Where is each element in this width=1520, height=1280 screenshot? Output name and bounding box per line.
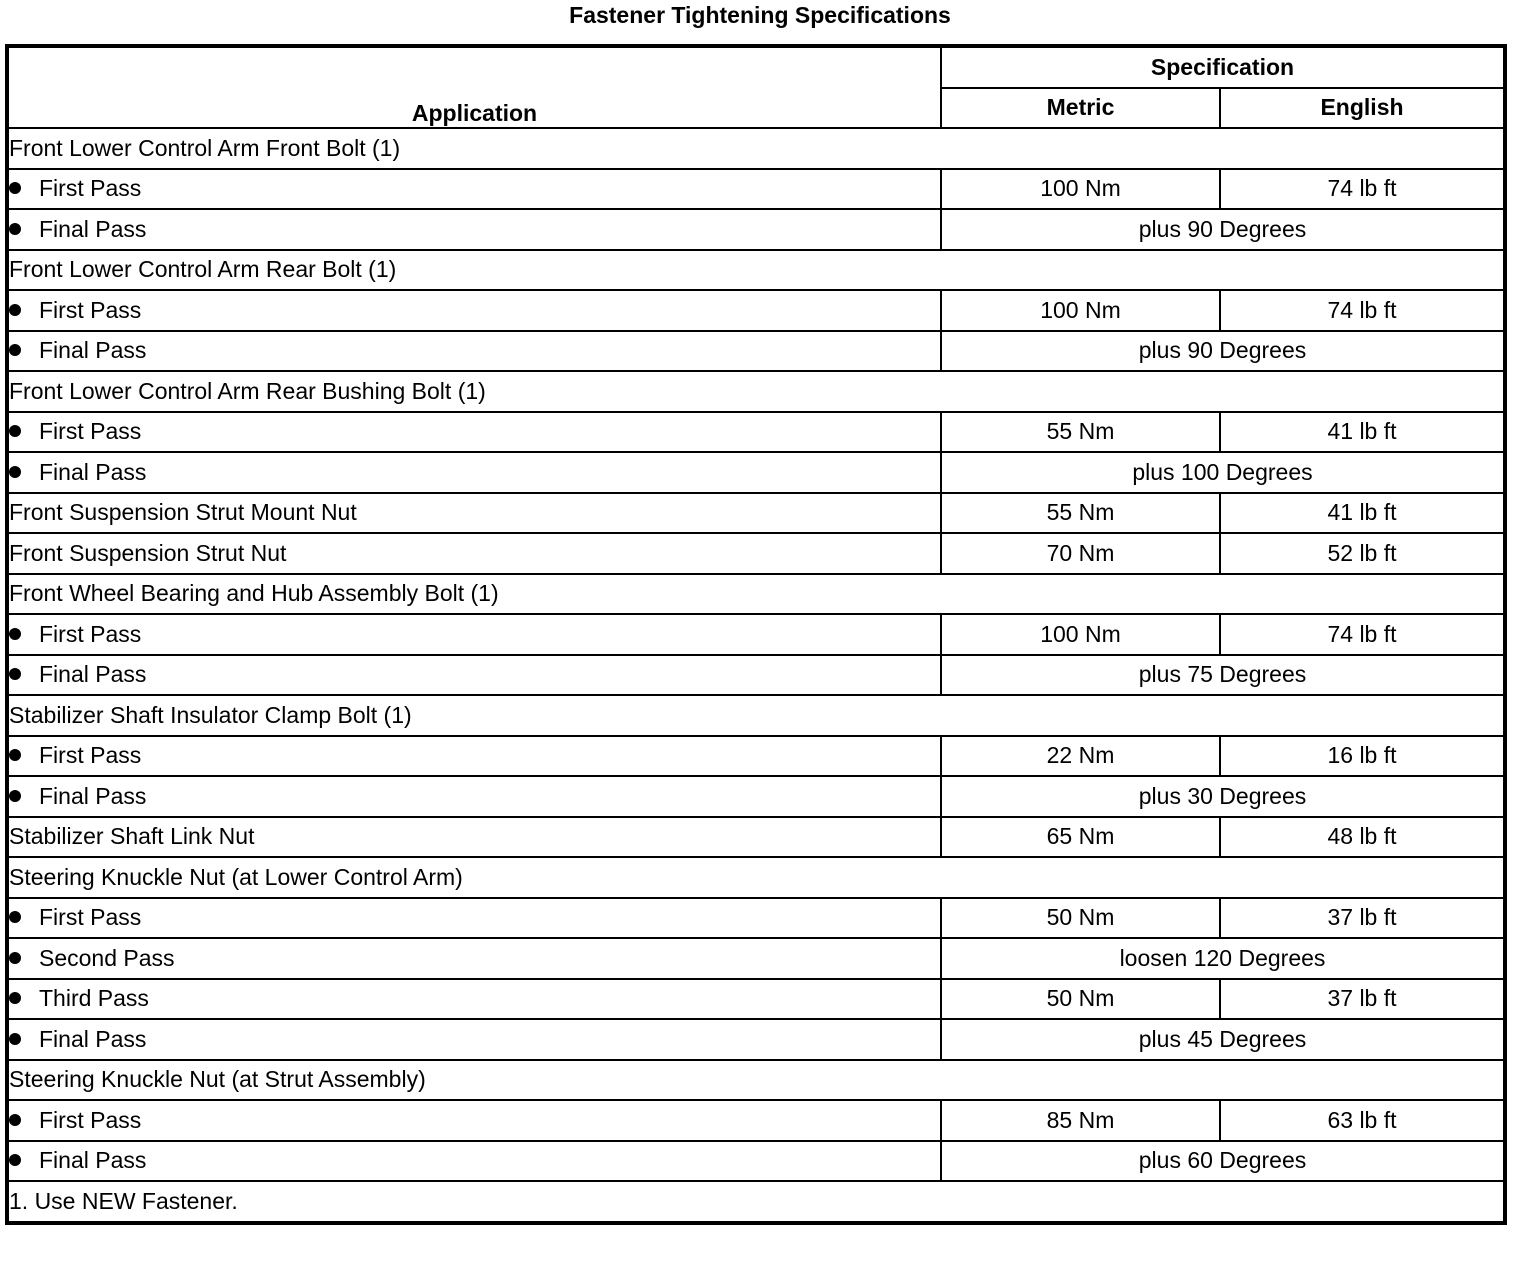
- bullet-icon: [9, 911, 21, 923]
- pass-label: Final Pass: [39, 458, 147, 485]
- pass-cell: [7, 1019, 941, 1060]
- bullet-icon: [9, 1154, 21, 1166]
- metric-value: 100 Nm: [941, 290, 1220, 331]
- metric-value: 65 Nm: [941, 817, 1220, 858]
- pass-cell: [7, 331, 941, 372]
- bullet-icon: [9, 425, 21, 437]
- metric-value: 70 Nm: [941, 533, 1220, 574]
- combined-value: plus 90 Degrees: [941, 209, 1505, 250]
- combined-value: loosen 120 Degrees: [941, 938, 1505, 979]
- bullet-icon: [9, 1114, 21, 1126]
- combined-value: plus 90 Degrees: [941, 331, 1505, 372]
- pass-label: Final Pass: [39, 1147, 147, 1174]
- pass-label: Final Pass: [39, 215, 147, 242]
- table-row: [7, 776, 1505, 817]
- table-row: [7, 331, 1505, 372]
- group-label: Front Lower Control Arm Front Bolt (1): [7, 128, 1505, 169]
- pass-label: Final Pass: [39, 1025, 147, 1052]
- bullet-icon: [9, 466, 21, 478]
- header-row-top: [7, 46, 1505, 88]
- fastener-spec-table: [5, 44, 1507, 1225]
- english-value: 37 lb ft: [1220, 979, 1505, 1020]
- metric-value: 100 Nm: [941, 169, 1220, 210]
- item-label: Front Suspension Strut Mount Nut: [7, 493, 941, 534]
- bullet-icon: [9, 182, 21, 194]
- metric-value: 100 Nm: [941, 614, 1220, 655]
- table-row: [7, 1060, 1505, 1101]
- pass-cell: [7, 776, 941, 817]
- english-value: 74 lb ft: [1220, 290, 1505, 331]
- table-row: [7, 574, 1505, 615]
- bullet-icon: [9, 1033, 21, 1045]
- table-body: [7, 128, 1505, 1181]
- pass-cell: [7, 898, 941, 939]
- group-label: Front Lower Control Arm Rear Bushing Bolt (1): [7, 371, 1505, 412]
- pass-label: Final Pass: [39, 661, 147, 688]
- metric-value: 22 Nm: [941, 736, 1220, 777]
- bullet-icon: [9, 992, 21, 1004]
- english-value: 37 lb ft: [1220, 898, 1505, 939]
- combined-value: plus 100 Degrees: [941, 452, 1505, 493]
- pass-cell: [7, 1141, 941, 1182]
- table-row: [7, 695, 1505, 736]
- english-value: 48 lb ft: [1220, 817, 1505, 858]
- combined-value: plus 30 Degrees: [941, 776, 1505, 817]
- metric-value: 85 Nm: [941, 1100, 1220, 1141]
- group-label: Front Wheel Bearing and Hub Assembly Bolt (1): [7, 574, 1505, 615]
- group-label: Stabilizer Shaft Insulator Clamp Bolt (1): [7, 695, 1505, 736]
- combined-value: plus 45 Degrees: [941, 1019, 1505, 1060]
- metric-value: 50 Nm: [941, 979, 1220, 1020]
- footnote: 1. Use NEW Fastener.: [7, 1181, 1505, 1223]
- pass-label: First Pass: [39, 1106, 142, 1133]
- bullet-icon: [9, 749, 21, 761]
- pass-cell: [7, 938, 941, 979]
- pass-cell: [7, 169, 941, 210]
- bullet-icon: [9, 668, 21, 680]
- metric-value: 55 Nm: [941, 412, 1220, 453]
- bullet-icon: [9, 790, 21, 802]
- pass-label: Second Pass: [39, 944, 175, 971]
- pass-label: Third Pass: [39, 985, 149, 1012]
- pass-cell: [7, 736, 941, 777]
- english-value: 41 lb ft: [1220, 412, 1505, 453]
- table-row: [7, 290, 1505, 331]
- pass-label: First Pass: [39, 296, 142, 323]
- metric-value: 55 Nm: [941, 493, 1220, 534]
- table-row: [7, 371, 1505, 412]
- metric-value: 50 Nm: [941, 898, 1220, 939]
- bullet-icon: [9, 304, 21, 316]
- header-metric: Metric: [941, 88, 1220, 129]
- pass-cell: [7, 452, 941, 493]
- table-row: [7, 209, 1505, 250]
- english-value: 74 lb ft: [1220, 169, 1505, 210]
- pass-cell: [7, 209, 941, 250]
- pass-label: First Pass: [39, 904, 142, 931]
- table-row: [7, 736, 1505, 777]
- pass-label: First Pass: [39, 418, 142, 445]
- bullet-icon: [9, 223, 21, 235]
- pass-cell: [7, 290, 941, 331]
- group-label: Front Lower Control Arm Rear Bolt (1): [7, 250, 1505, 291]
- pass-cell: [7, 1100, 941, 1141]
- item-label: Stabilizer Shaft Link Nut: [7, 817, 941, 858]
- table-row: [7, 412, 1505, 453]
- footnote-row: [7, 1181, 1505, 1223]
- group-label: Steering Knuckle Nut (at Lower Control Arm): [7, 857, 1505, 898]
- combined-value: plus 60 Degrees: [941, 1141, 1505, 1182]
- group-label: Steering Knuckle Nut (at Strut Assembly): [7, 1060, 1505, 1101]
- table-row: [7, 1019, 1505, 1060]
- table-row: [7, 1141, 1505, 1182]
- english-value: 52 lb ft: [1220, 533, 1505, 574]
- table-row: [7, 493, 1505, 534]
- table-row: [7, 979, 1505, 1020]
- table-row: [7, 938, 1505, 979]
- pass-label: Final Pass: [39, 337, 147, 364]
- pass-cell: [7, 412, 941, 453]
- header-english: English: [1220, 88, 1505, 129]
- table-row: [7, 614, 1505, 655]
- pass-label: First Pass: [39, 175, 142, 202]
- table-row: [7, 857, 1505, 898]
- english-value: 41 lb ft: [1220, 493, 1505, 534]
- table-row: [7, 250, 1505, 291]
- table-row: [7, 655, 1505, 696]
- table-row: [7, 452, 1505, 493]
- page-title: Fastener Tightening Specifications: [569, 2, 951, 28]
- item-label: Front Suspension Strut Nut: [7, 533, 941, 574]
- english-value: 74 lb ft: [1220, 614, 1505, 655]
- pass-label: First Pass: [39, 620, 142, 647]
- table-row: [7, 169, 1505, 210]
- pass-cell: [7, 655, 941, 696]
- pass-label: Final Pass: [39, 782, 147, 809]
- bullet-icon: [9, 344, 21, 356]
- header-application: Application: [7, 46, 941, 128]
- bullet-icon: [9, 952, 21, 964]
- table-row: [7, 1100, 1505, 1141]
- combined-value: plus 75 Degrees: [941, 655, 1505, 696]
- pass-cell: [7, 614, 941, 655]
- table-row: [7, 817, 1505, 858]
- bullet-icon: [9, 628, 21, 640]
- table-row: [7, 128, 1505, 169]
- pass-label: First Pass: [39, 742, 142, 769]
- table-row: [7, 898, 1505, 939]
- english-value: 16 lb ft: [1220, 736, 1505, 777]
- table-row: [7, 533, 1505, 574]
- header-specification: Specification: [941, 46, 1505, 88]
- pass-cell: [7, 979, 941, 1020]
- english-value: 63 lb ft: [1220, 1100, 1505, 1141]
